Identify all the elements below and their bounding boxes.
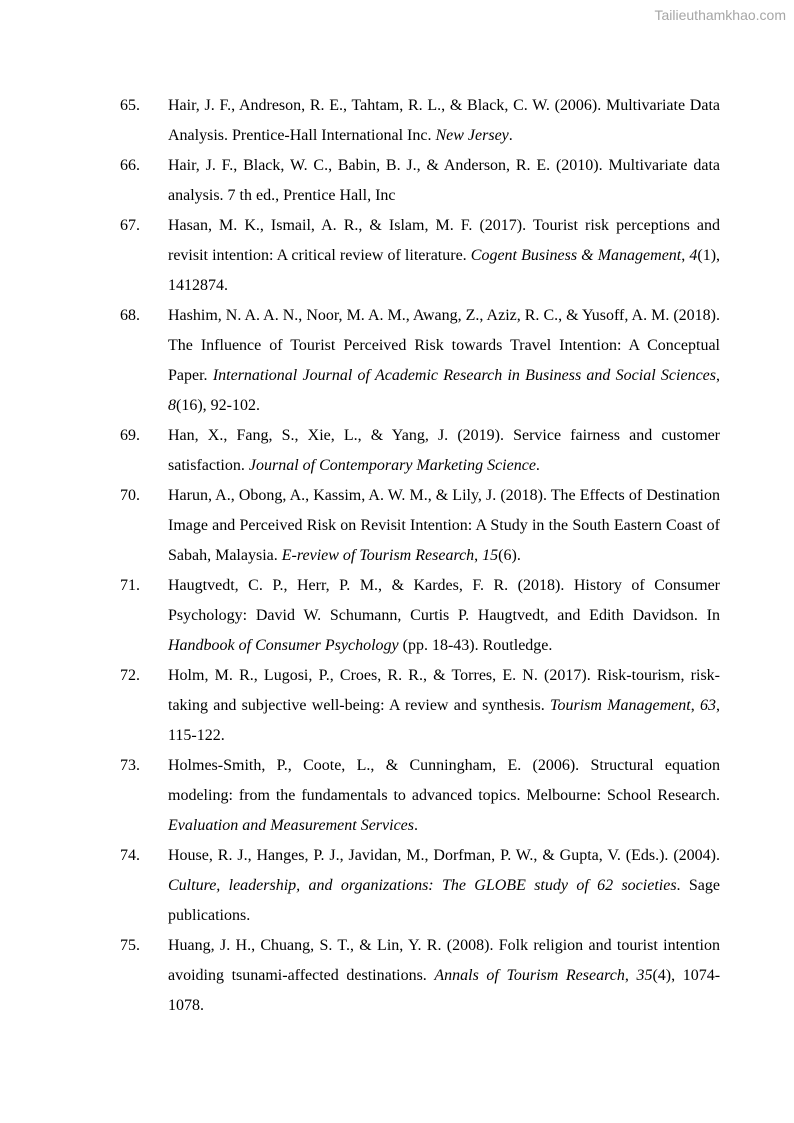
reference-segment: (pp. 18-43). Routledge. [398,637,553,654]
reference-segment: Harun, A., Obong, A., Kassim, A. W. M., & Lily, J. (2018). The Effects of Destination Image and Perceived Risk on Revisit Intention: A Study in the South Eastern Coast of Sabah, Malaysia. [168,487,720,564]
reference-text [168,661,720,751]
reference-segment: Holmes-Smith, P., Coote, L., & Cunningham, E. (2006). Structural equation modeling: from the fundamentals to advanced topics. Melbourne: School Research. [168,757,720,804]
reference-item [120,301,720,421]
reference-segment: , [681,247,690,264]
reference-text [168,931,720,1021]
reference-segment: Huang, J. H., Chuang, S. T., & Lin, Y. R. (2008). Folk religion and tourist intention avoiding tsunami-affected destinations. [168,937,720,984]
reference-italic-segment: 35 [636,967,653,984]
reference-number: 65. [120,97,140,114]
reference-number: 66. [120,157,140,174]
reference-segment: . Sage publications. [168,877,720,924]
reference-item [120,661,720,751]
reference-italic-segment: Handbook of Consumer Psychology [168,637,399,654]
reference-italic-segment: E-review of Tourism Research [281,547,475,564]
reference-list [120,91,720,1021]
reference-text [168,301,720,421]
reference-segment: (4), 1074-1078. [168,967,721,1014]
reference-italic-segment: Tourism Management [550,697,691,714]
reference-italic-segment: Cogent Business & Management [470,247,682,264]
reference-text [168,421,720,481]
reference-italic-segment: 63 [700,697,716,714]
reference-segment: , 115-122. [168,697,720,744]
reference-italic-segment: International Journal of Academic Research in Business and Social Sciences [212,367,717,384]
reference-number: 69. [120,427,140,444]
reference-italic-segment: Culture, leadership, and organizations: The GLOBE study of 62 societies [168,877,677,894]
reference-number: 74. [120,847,140,864]
reference-text [168,751,720,841]
reference-text [168,571,720,661]
reference-number: 70. [120,487,140,504]
reference-text [168,841,720,931]
reference-text [168,211,720,301]
reference-segment: . [414,817,419,834]
reference-italic-segment: 8 [168,397,176,414]
watermark: Tailieuthamkhao.com [654,7,786,23]
reference-number: 71. [120,577,140,594]
reference-item [120,421,720,481]
reference-number: 75. [120,937,140,954]
reference-text [168,481,720,571]
reference-number: 73. [120,757,140,774]
reference-segment: Haugtvedt, C. P., Herr, P. M., & Kardes, F. R. (2018). History of Consumer Psychology: David W. Schumann, Curtis P. Haugtvedt, and Edith Davidson. In [168,577,720,624]
reference-segment: Hashim, N. A. A. N., Noor, M. A. M., Awang, Z., Aziz, R. C., & Yusoff, A. M. (2018). The Influence of Tourist Perceived Risk towards Travel Intention: A Conceptual Paper. [168,307,720,384]
reference-segment: Han, X., Fang, S., Xie, L., & Yang, J. (2019). Service fairness and customer satisfaction. [168,427,720,474]
reference-segment: , [690,697,700,714]
reference-item [120,151,720,211]
reference-item [120,91,720,151]
reference-item [120,211,720,301]
reference-segment: , [474,547,483,564]
reference-segment: (16), 92-102. [176,397,260,414]
reference-segment: . [508,127,513,144]
reference-segment: Holm, M. R., Lugosi, P., Croes, R. R., & Torres, E. N. (2017). Risk-tourism, risk-taking and subjective well-being: A review and synthesis. [168,667,720,714]
reference-number: 67. [120,217,140,234]
reference-segment: (1), 1412874. [168,247,721,294]
reference-segment: Hair, J. F., Andreson, R. E., Tahtam, R. L., & Black, C. W. (2006). Multivariate Data Analysis. Prentice-Hall International Inc. [168,97,720,144]
reference-item [120,751,720,841]
reference-italic-segment: 4 [689,247,698,264]
reference-segment: Hasan, M. K., Ismail, A. R., & Islam, M. F. (2017). Tourist risk perceptions and revisit intention: A critical review of literature. [168,217,720,264]
reference-item [120,481,720,571]
reference-number: 68. [120,307,140,324]
reference-segment: House, R. J., Hanges, P. J., Javidan, M., Dorfman, P. W., & Gupta, V. (Eds.). (2004). [168,847,720,864]
reference-italic-segment: New Jersey [435,127,509,144]
reference-segment: , [624,967,637,984]
reference-italic-segment: 15 [482,547,499,564]
reference-item [120,931,720,1021]
reference-number: 72. [120,667,140,684]
reference-segment: Hair, J. F., Black, W. C., Babin, B. J., & Anderson, R. E. (2010). Multivariate data analysis. 7 th ed., Prentice Hall, Inc [168,157,720,204]
reference-segment: (6). [498,547,521,564]
reference-italic-segment: Annals of Tourism Research [434,967,625,984]
reference-item [120,571,720,661]
reference-text [168,151,720,211]
reference-text [168,91,720,151]
reference-italic-segment: Journal of Contemporary Marketing Science [248,457,536,474]
reference-segment: . [535,457,540,474]
reference-italic-segment: Evaluation and Measurement Services [168,817,415,834]
reference-item [120,841,720,931]
reference-segment: , [716,367,721,384]
